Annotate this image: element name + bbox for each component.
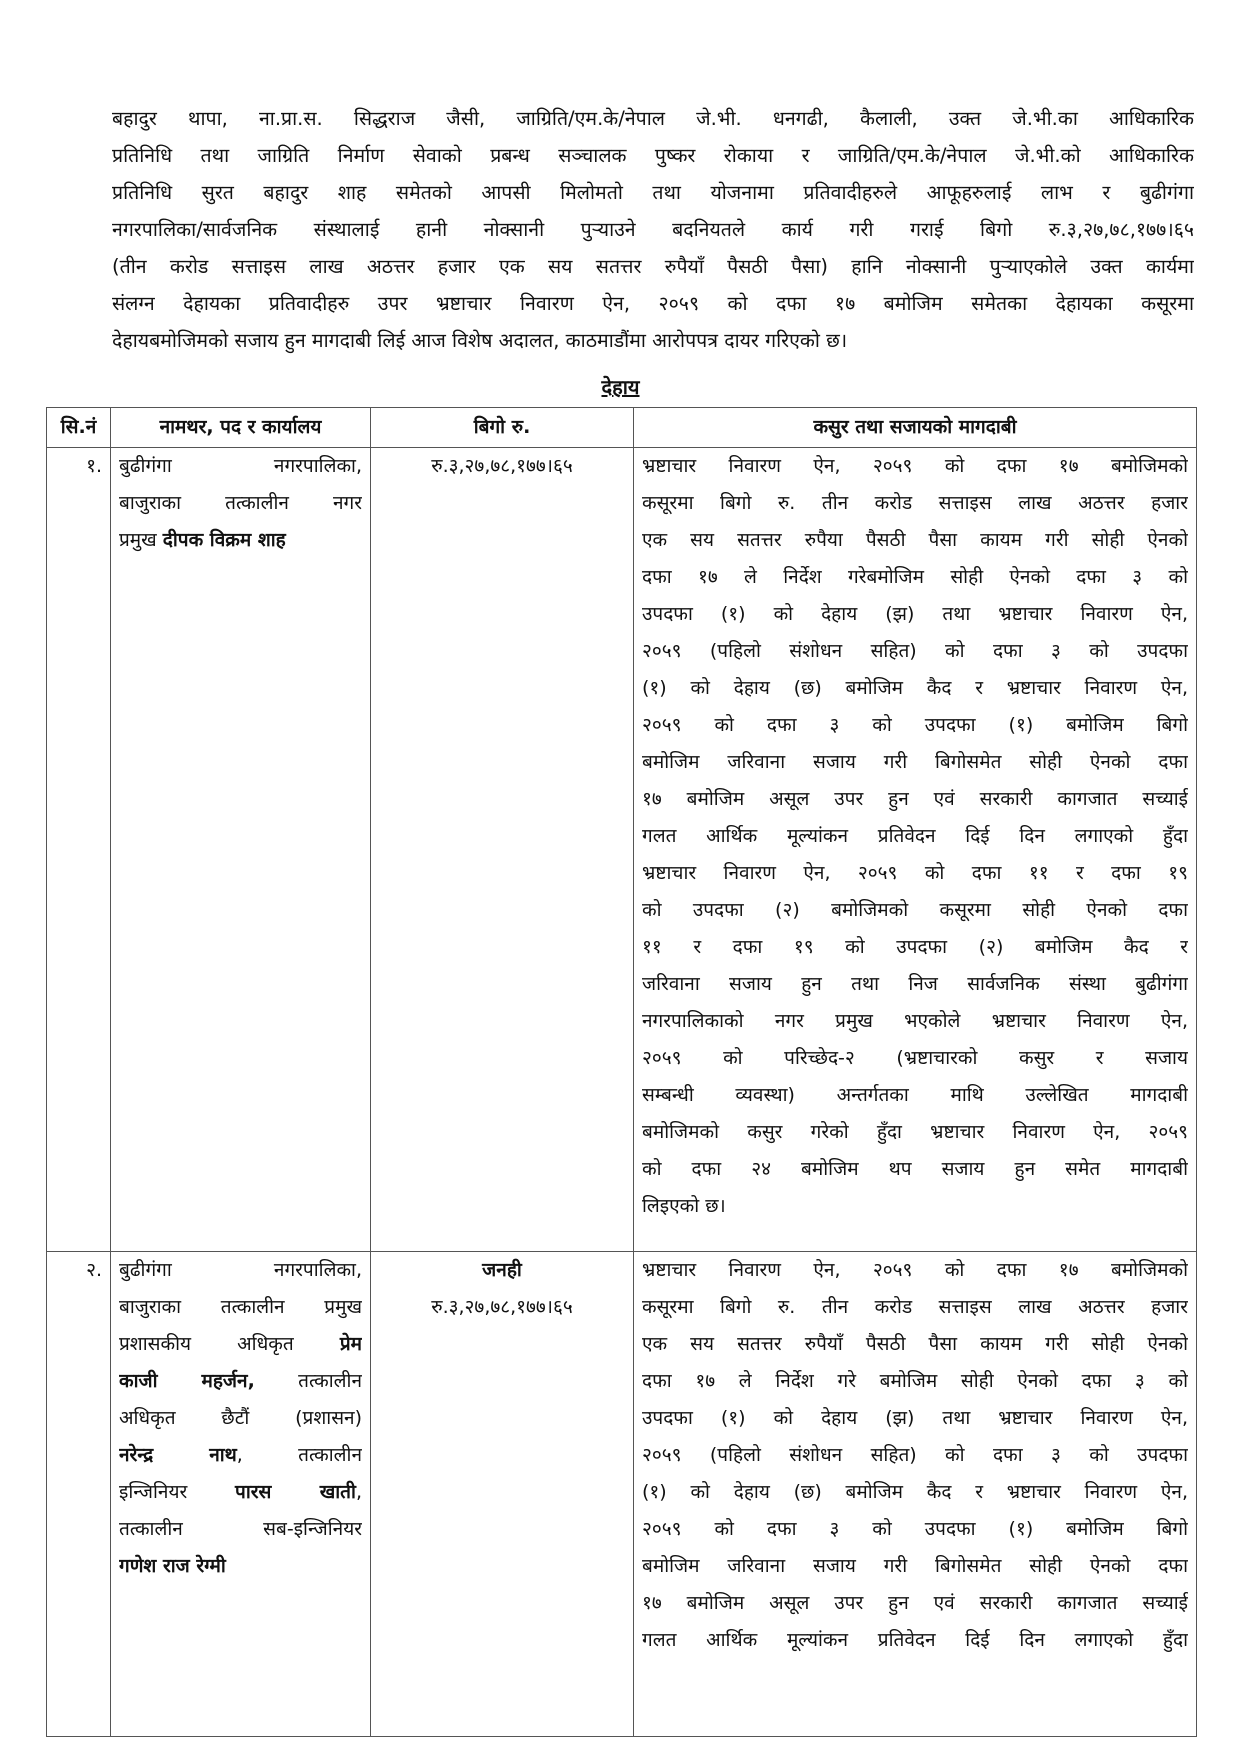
name-line [119,522,362,559]
claim-line: भ्रष्टाचार निवारण ऐन, २०५९ को दफा ११ र दफा १९ [642,862,1188,884]
claim-line: को दफा २४ बमोजिम थप सजाय हुन समेत मागदाबी [642,1158,1188,1180]
claim-line: गलत आर्थिक मूल्यांकन प्रतिवेदन दिई दिन लगाएको हुँदा [642,825,1188,847]
claim-line: गलत आर्थिक मूल्यांकन प्रतिवेदन दिई दिन लगाएको हुँदा [642,1629,1188,1651]
name-text: , तत्कालीन [236,1444,362,1466]
amount-value: रु.३,२७,७८,१७७।६५ [431,455,573,477]
claim-line: कसूरमा बिगो रु. तीन करोड सत्ताइस लाख अठत्तर हजार [642,1296,1188,1318]
defendant-name: नरेन्द्र नाथ [119,1444,237,1466]
intro-line: देहायबमोजिमको सजाय हुन मागदाबी लिई आज विशेष अदालत, काठमाडौंमा आरोपपत्र दायर गरिएको छ। [112,329,848,352]
claim-line: १७ बमोजिम असूल उपर हुन एवं सरकारी कागजात सच्याई [642,1592,1188,1614]
name-line [119,485,362,522]
name-post-office-cell [111,448,371,1252]
name-text: , [355,1481,362,1503]
claim-line: २०५९ (पहिलो संशोधन सहित) को दफा ३ को उपदफा [642,640,1188,662]
name-text: तत्कालीन सब-इन्जिनियर [119,1518,362,1540]
name-line [119,448,362,485]
serial-number-cell: १. [47,448,111,1252]
claim-line: (१) को देहाय (छ) बमोजिम कैद र भ्रष्टाचार निवारण ऐन, [642,677,1188,699]
name-line [119,1548,362,1585]
amount-cell [371,1252,634,1737]
claim-line: उपदफा (१) को देहाय (झ) तथा भ्रष्टाचार निवारण ऐन, [642,1407,1188,1429]
defendant-name: पारस खाती [235,1481,356,1503]
intro-line: प्रतिनिधि सुरत बहादुर शाह समेतको आपसी मिलोमतो तथा योजनामा प्रतिवादीहरुले आफूहरुलाई लाभ र बुढीगंगा [112,181,1194,204]
amount-cell [371,448,634,1252]
defendant-name: प्रेम [339,1333,362,1355]
claim-line: भ्रष्टाचार निवारण ऐन, २०५९ को दफा १७ बमोजिमको [642,455,1188,477]
name-text: अधिकृत छैटौं (प्रशासन) [119,1407,362,1429]
intro-line: प्रतिनिधि तथा जाग्रिति निर्माण सेवाको प्रबन्ध सञ्चालक पुष्कर रोकाया र जाग्रिति/एम.के/नेपाल जे.भी.को आधिकारिक [112,144,1194,167]
claim-line: सम्बन्धी व्यवस्था) अन्तर्गतका माथि उल्लेखित मागदाबी [642,1084,1188,1106]
name-line [119,1252,362,1289]
intro-line: संलग्न देहायका प्रतिवादीहरु उपर भ्रष्टाचार निवारण ऐन, २०५९ को दफा १७ बमोजिम समेतका देहायका कसूरमा [112,292,1194,315]
claim-line: एक सय सतत्तर रुपैयाँ पैसठी पैसा कायम गरी सोही ऐनको [642,1333,1188,1355]
claim-line: ११ र दफा १९ को उपदफा (२) बमोजिम कैद र [642,936,1188,958]
defendants-table [46,407,1197,1737]
name-text: बुढीगंगा नगरपालिका, [119,455,362,477]
name-post-office-cell [111,1252,371,1737]
claim-line: २०५९ को दफा ३ को उपदफा (१) बमोजिम बिगो [642,1518,1188,1540]
header-amount: बिगो रु. [371,408,634,448]
intro-line: नगरपालिका/सार्वजनिक संस्थालाई हानी नोक्सानी पुऱ्याउने बदनियतले कार्य गरी गराई बिगो रु.३,२७,७८,१७७।६५ [112,218,1194,241]
charge-and-penalty-cell [634,1252,1197,1737]
name-line [119,1289,362,1326]
claim-line: बमोजिम जरिवाना सजाय गरी बिगोसमेत सोही ऐनको दफा [642,1555,1188,1577]
name-line [119,1326,362,1363]
section-title: देहाय [601,375,640,399]
amount-label: जनही [482,1259,522,1281]
name-text: प्रशासकीय अधिकृत [119,1333,340,1355]
claim-line: बमोजिमको कसुर गरेको हुँदा भ्रष्टाचार निवारण ऐन, २०५९ [642,1121,1188,1143]
serial-number-cell: २. [47,1252,111,1737]
claim-line: कसूरमा बिगो रु. तीन करोड सत्ताइस लाख अठत्तर हजार [642,492,1188,514]
claim-line: १७ बमोजिम असूल उपर हुन एवं सरकारी कागजात सच्याई [642,788,1188,810]
defendant-name: दीपक विक्रम शाह [162,529,286,551]
header-name-post-office: नामथर, पद र कार्यालय [111,408,371,448]
header-charge-and-penalty: कसुर तथा सजायको मागदाबी [634,408,1197,448]
header-serial-number: सि.नं [47,408,111,448]
claim-line: दफा १७ ले निर्देश गरेबमोजिम सोही ऐनको दफा ३ को [642,566,1188,588]
claim-line: २०५९ को दफा ३ को उपदफा (१) बमोजिम बिगो [642,714,1188,736]
charge-and-penalty-cell [634,448,1197,1252]
claim-line: एक सय सतत्तर रुपैया पैसठी पैसा कायम गरी सोही ऐनको [642,529,1188,551]
table-row [47,1252,1197,1737]
claim-line: दफा १७ ले निर्देश गरे बमोजिम सोही ऐनको दफा ३ को [642,1370,1188,1392]
defendant-name: काजी महर्जन, [119,1370,255,1392]
claim-line: जरिवाना सजाय हुन तथा निज सार्वजनिक संस्था बुढीगंगा [642,973,1188,995]
table-row [47,448,1197,1252]
name-line [119,1474,362,1511]
claim-line: २०५९ को परिच्छेद-२ (भ्रष्टाचारको कसुर र सजाय [642,1047,1188,1069]
claim-line: २०५९ (पहिलो संशोधन सहित) को दफा ३ को उपदफा [642,1444,1188,1466]
intro-paragraph [112,100,1194,359]
defendant-name: गणेश राज रेग्मी [119,1555,226,1577]
name-text: प्रमुख [119,529,163,551]
name-line [119,1437,362,1474]
name-line [119,1511,362,1548]
name-text: बाजुराका तत्कालीन नगर [119,492,362,514]
name-text: इन्जिनियर [119,1481,236,1503]
claim-line: उपदफा (१) को देहाय (झ) तथा भ्रष्टाचार निवारण ऐन, [642,603,1188,625]
claim-line: लिइएको छ। [642,1195,726,1217]
amount-value: रु.३,२७,७८,१७७।६५ [431,1296,573,1318]
intro-line: (तीन करोड सत्ताइस लाख अठत्तर हजार एक सय सतत्तर रुपैयाँ पैसठी पैसा) हानि नोक्सानी पुऱ्याएकोले उक्त कार्यमा [112,255,1194,278]
intro-line: बहादुर थापा, ना.प्रा.स. सिद्धराज जैसी, जाग्रिति/एम.के/नेपाल जे.भी. धनगढी, कैलाली, उक्त जे.भी.का आधिकारिक [112,107,1194,130]
name-text: बुढीगंगा नगरपालिका, [119,1259,362,1281]
table-header-row [47,408,1197,448]
name-line [119,1363,362,1400]
claim-line: बमोजिम जरिवाना सजाय गरी बिगोसमेत सोही ऐनको दफा [642,751,1188,773]
claim-line: (१) को देहाय (छ) बमोजिम कैद र भ्रष्टाचार निवारण ऐन, [642,1481,1188,1503]
name-line [119,1400,362,1437]
claim-line: नगरपालिकाको नगर प्रमुख भएकोले भ्रष्टाचार निवारण ऐन, [642,1010,1188,1032]
name-text: बाजुराका तत्कालीन प्रमुख [119,1296,362,1318]
name-text: तत्कालीन [254,1370,362,1392]
claim-line: को उपदफा (२) बमोजिमको कसूरमा सोही ऐनको दफा [642,899,1188,921]
claim-line: भ्रष्टाचार निवारण ऐन, २०५९ को दफा १७ बमोजिमको [642,1259,1188,1281]
